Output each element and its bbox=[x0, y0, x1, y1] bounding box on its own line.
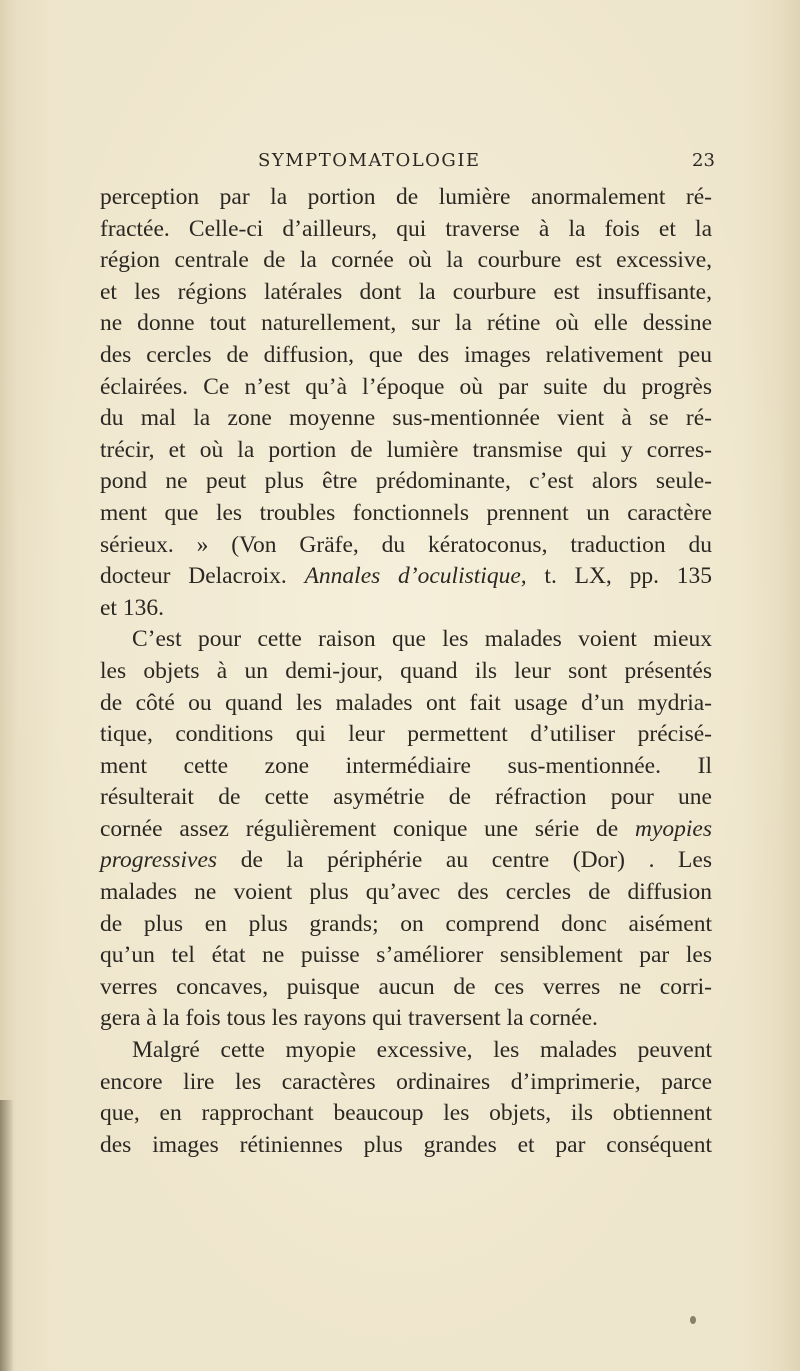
text-span: de la périphérie au centre (Dor) . Les bbox=[240, 847, 712, 874]
text-line: résulterait de cette asymétrie de réfraction pour une bbox=[100, 784, 712, 811]
text-line-emphasis bbox=[100, 845, 712, 877]
text-line: ne donne tout naturellement, sur la rétine où elle dessine bbox=[100, 310, 712, 337]
paragraph-start: C’est pour cette raison que les malades voient mieux bbox=[132, 626, 712, 653]
text-line: encore lire les caractères ordinaires d’imprimerie, parce bbox=[100, 1068, 712, 1095]
page-number: 23 bbox=[692, 150, 715, 171]
text-line: qu’un tel état ne puisse s’améliorer sensiblement par les bbox=[100, 942, 712, 969]
body-text bbox=[100, 182, 712, 1161]
page-header bbox=[0, 150, 800, 174]
citation-volume: t. LX, pp. 135 bbox=[544, 563, 712, 590]
paragraph-start: Malgré cette myopie excessive, les malades peuvent bbox=[132, 1037, 712, 1064]
text-line: de côté ou quand les malades ont fait usage d’un mydria- bbox=[100, 689, 712, 716]
text-line: fractée. Celle-ci d’ailleurs, qui traverse à la fois et la bbox=[100, 215, 712, 242]
text-line: pond ne peut plus être prédominante, c’est alors seule- bbox=[100, 468, 712, 495]
text-line: trécir, et où la portion de lumière transmise qui y corres- bbox=[100, 436, 712, 463]
text-line: éclairées. Ce n’est qu’à l’époque où par suite du progrès bbox=[100, 373, 712, 400]
italic-term: progressives bbox=[100, 847, 218, 874]
ink-speck bbox=[690, 1316, 696, 1324]
italic-term: myopies bbox=[634, 815, 712, 842]
text-line: des cercles de diffusion, que des images relativement peu bbox=[100, 341, 712, 368]
text-line: ment que les troubles fonctionnels prennent un caractère bbox=[100, 499, 712, 526]
text-line: perception par la portion de lumière anormalement ré- bbox=[100, 184, 712, 210]
running-title: SYMPTOMATOLOGIE bbox=[258, 150, 481, 171]
text-line: sérieux. » (Von Gräfe, du kératoconus, traduction du bbox=[100, 531, 712, 558]
text-line: tique, conditions qui leur permettent d’utiliser précisé- bbox=[100, 721, 712, 748]
text-line: et 136. bbox=[100, 594, 164, 621]
text-line-emphasis bbox=[100, 814, 712, 846]
text-line: les objets à un demi-jour, quand ils leur sont présentés bbox=[100, 657, 712, 684]
text-line: région centrale de la cornée où la courbure est excessive, bbox=[100, 247, 712, 274]
text-line: du mal la zone moyenne sus-mentionnée vient à se ré- bbox=[100, 405, 712, 432]
journal-title: Annales d’oculistique, bbox=[304, 563, 527, 590]
text-line: ment cette zone intermédiaire sus-mentionnée. Il bbox=[100, 752, 712, 779]
text-line: malades ne voient plus qu’avec des cercles de diffusion bbox=[100, 879, 712, 906]
text-line: de plus en plus grands; on comprend donc aisément bbox=[100, 910, 712, 937]
text-line: et les régions latérales dont la courbure est insuffisante, bbox=[100, 278, 712, 305]
text-span: cornée assez régulièrement conique une série de bbox=[100, 815, 619, 842]
text-line: gera à la fois tous les rayons qui traversent la cornée. bbox=[100, 1005, 598, 1032]
text-line: verres concaves, puisque aucun de ces verres ne corri- bbox=[100, 973, 712, 1000]
citation-prefix: docteur Delacroix. bbox=[100, 563, 287, 590]
text-line-citation bbox=[100, 561, 712, 593]
text-line: que, en rapprochant beaucoup les objets, ils obtiennent bbox=[100, 1100, 712, 1127]
text-line: des images rétiniennes plus grandes et par conséquent bbox=[100, 1131, 712, 1158]
page-edge-shadow bbox=[0, 1100, 14, 1371]
